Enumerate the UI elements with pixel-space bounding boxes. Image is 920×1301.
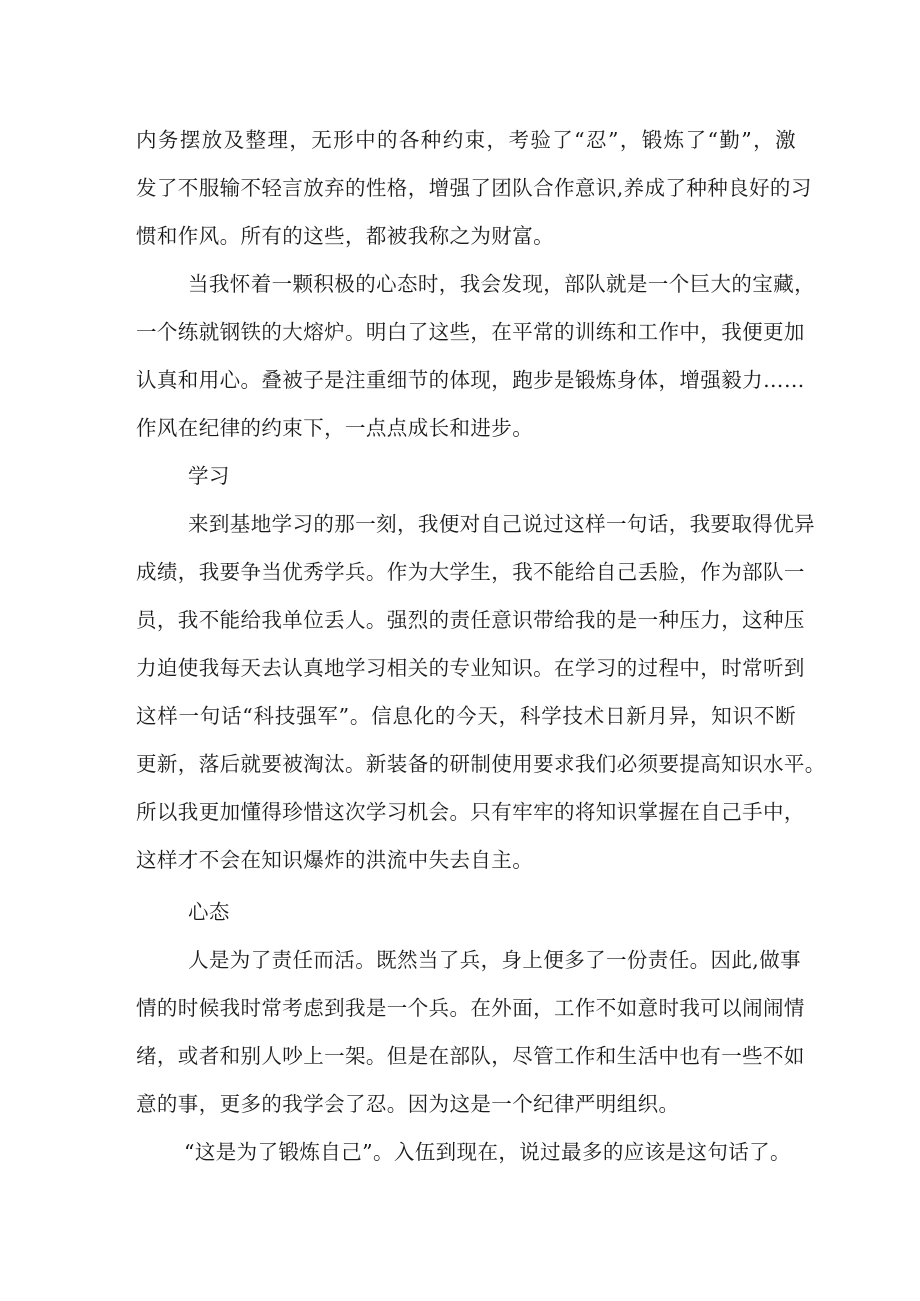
paragraph-1-line-3: 惯和作风。所有的这些，都被我称之为财富。	[136, 224, 554, 248]
paragraph-5-line-1: “这是为了锻炼自己”。入伍到现在，说过最多的应该是这句话了。	[184, 1140, 791, 1164]
paragraph-3-line-5: 这样一句话“科技强军”。信息化的今天，科学技术日新月异，知识不断	[136, 704, 796, 728]
paragraph-1-line-1: 内务摆放及整理，无形中的各种约束，考验了“忍”，锻炼了“勤”，激	[136, 128, 796, 152]
paragraph-2-line-3: 认真和用心。叠被子是注重细节的体现，跑步是锻炼身体，增强毅力……	[136, 368, 805, 392]
paragraph-4-line-2: 情的时候我时常考虑到我是一个兵。在外面，工作不如意时我可以闹闹情	[136, 996, 805, 1020]
paragraph-4-line-3: 绪，或者和别人吵上一架。但是在部队，尽管工作和生活中也有一些不如	[136, 1044, 805, 1068]
paragraph-3-line-4: 力迫使我每天去认真地学习相关的专业知识。在学习的过程中，时常听到	[136, 656, 805, 680]
paragraph-4-line-4: 意的事，更多的我学会了忍。因为这是一个纪律严明组织。	[136, 1092, 680, 1116]
paragraph-3-line-2: 成绩，我要争当优秀学兵。作为大学生，我不能给自己丢脸，作为部队一	[136, 560, 805, 584]
paragraph-2-line-1: 当我怀着一颗积极的心态时，我会发现，部队就是一个巨大的宝藏，	[188, 272, 815, 296]
section-heading-study: 学习	[188, 464, 230, 488]
paragraph-3-line-6: 更新，落后就要被淘汰。新装备的研制使用要求我们必须要提高知识水平。	[136, 752, 826, 776]
paragraph-4-line-1: 人是为了责任而活。既然当了兵，身上便多了一份责任。因此,做事	[188, 948, 802, 972]
paragraph-3-line-3: 员，我不能给我单位丢人。强烈的责任意识带给我的是一种压力，这种压	[136, 608, 805, 632]
section-heading-mindset: 心态	[188, 900, 230, 924]
paragraph-3-line-1: 来到基地学习的那一刻，我便对自己说过这样一句话，我要取得优异	[188, 512, 815, 536]
paragraph-2-line-4: 作风在纪律的约束下，一点点成长和进步。	[136, 416, 534, 440]
paragraph-1-line-2: 发了不服输不轻言放弃的性格，增强了团队合作意识,养成了种种良好的习	[136, 176, 812, 200]
paragraph-3-line-8: 这样才不会在知识爆炸的洪流中失去自主。	[136, 848, 534, 872]
paragraph-2-line-2: 一个练就钢铁的大熔炉。明白了这些，在平常的训练和工作中，我便更加	[136, 320, 805, 344]
paragraph-3-line-7: 所以我更加懂得珍惜这次学习机会。只有牢牢的将知识掌握在自己手中，	[136, 800, 805, 824]
